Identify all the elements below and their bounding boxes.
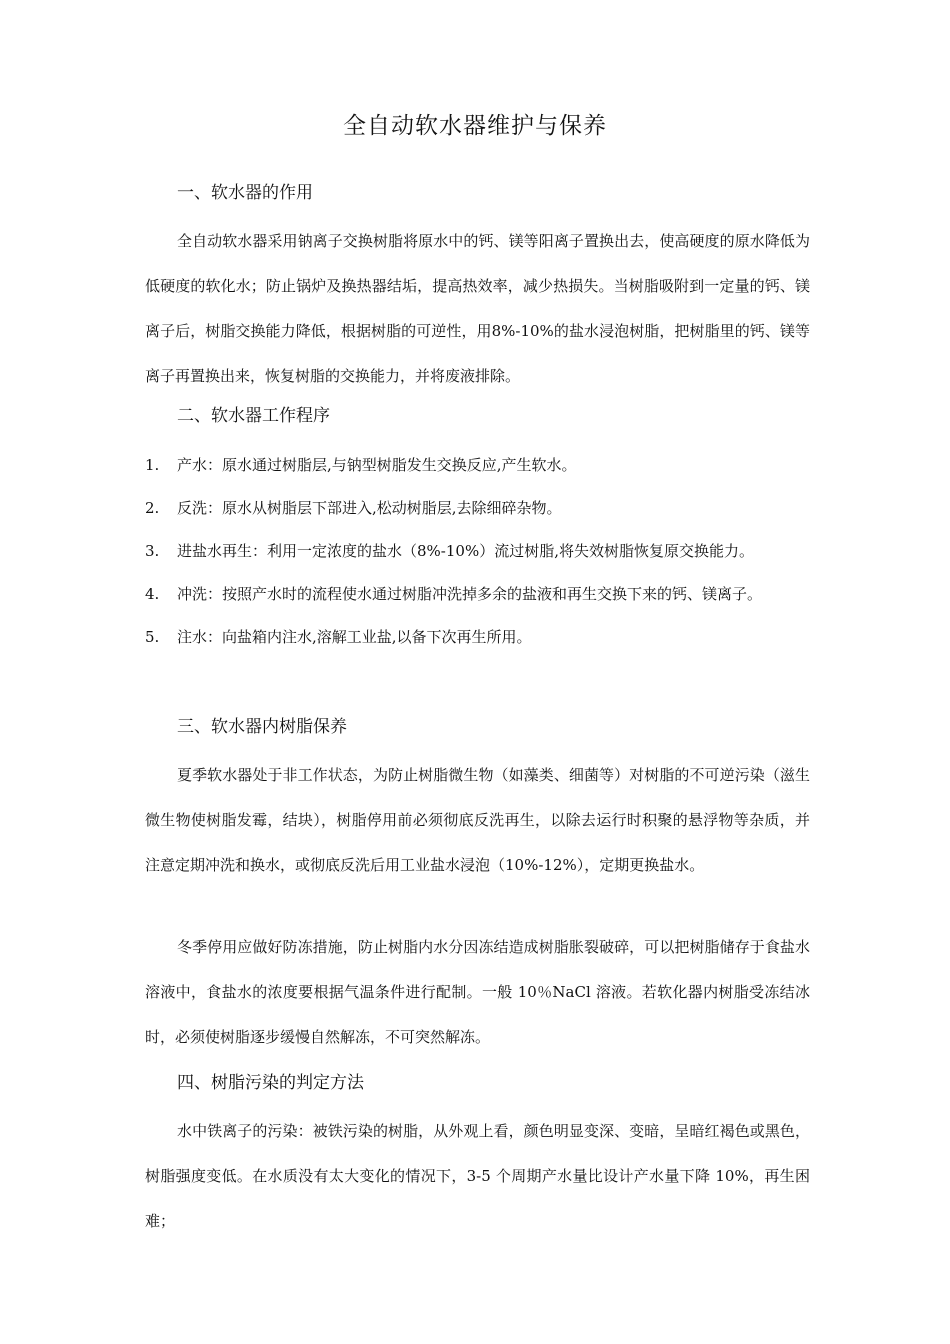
list-item-number: 5. [145, 628, 160, 646]
section-heading-contamination: 四、树脂污染的判定方法 [177, 1073, 364, 1093]
procedure-list [145, 444, 810, 659]
list-item-text: 反洗：原水从树脂层下部进入,松动树脂层,去除细碎杂物。 [177, 499, 562, 517]
list-item-text: 产水：原水通过树脂层,与钠型树脂发生交换反应,产生软水。 [177, 456, 577, 474]
list-item [145, 530, 810, 573]
list-item [145, 616, 810, 659]
paragraph-iron-contamination: 水中铁离子的污染：被铁污染的树脂，从外观上看，颜色明显变深、变暗，呈暗红褐色或黑色，树脂强度变低。在水质没有太大变化的情况下，3-5 个周期产水量比设计产水量下降 10%，再生困难； [145, 1122, 810, 1230]
paragraph-winter-care: 冬季停用应做好防冻措施，防止树脂内水分因冻结造成树脂胀裂破碎，可以把树脂储存于食盐水溶液中，食盐水的浓度要根据气温条件进行配制。一般 10％NaCl 溶液。若软化器内树脂受冻结冰时，必须使树脂逐步缓慢自然解冻，不可突然解冻。 [145, 938, 810, 1046]
list-item-number: 3. [145, 542, 160, 560]
section-heading-resin-care: 三、软水器内树脂保养 [177, 717, 347, 737]
list-item-number: 1. [145, 456, 160, 474]
section-heading-function: 一、软水器的作用 [177, 183, 313, 203]
document-title: 全自动软水器维护与保养 [343, 113, 607, 139]
list-item-text: 冲洗：按照产水时的流程使水通过树脂冲洗掉多余的盐液和再生交换下来的钙、镁离子。 [177, 585, 763, 603]
list-item [145, 444, 810, 487]
section-heading-procedure: 二、软水器工作程序 [177, 406, 330, 426]
list-item-text: 注水：向盐箱内注水,溶解工业盐,以备下次再生所用。 [177, 628, 532, 646]
list-item-text: 进盐水再生：利用一定浓度的盐水（8%-10%）流过树脂,将失效树脂恢复原交换能力。 [177, 542, 754, 560]
list-item-number: 4. [145, 585, 160, 603]
list-item [145, 487, 810, 530]
paragraph-function: 全自动软水器采用钠离子交换树脂将原水中的钙、镁等阳离子置换出去，使高硬度的原水降低为低硬度的软化水；防止锅炉及换热器结垢，提高热效率，减少热损失。当树脂吸附到一定量的钙、镁离子后，树脂交换能力降低，根据树脂的可逆性，用8%-10%的盐水浸泡树脂，把树脂里的钙、镁等离子再置换出来，恢复树脂的交换能力，并将废液排除。 [145, 232, 810, 385]
list-item [145, 573, 810, 616]
paragraph-summer-care: 夏季软水器处于非工作状态，为防止树脂微生物（如藻类、细菌等）对树脂的不可逆污染（滋生微生物使树脂发霉，结块），树脂停用前必须彻底反洗再生，以除去运行时积聚的悬浮物等杂质，并注意定期冲洗和换水，或彻底反洗后用工业盐水浸泡（10%-12%），定期更换盐水。 [145, 766, 810, 874]
list-item-number: 2. [145, 499, 160, 517]
